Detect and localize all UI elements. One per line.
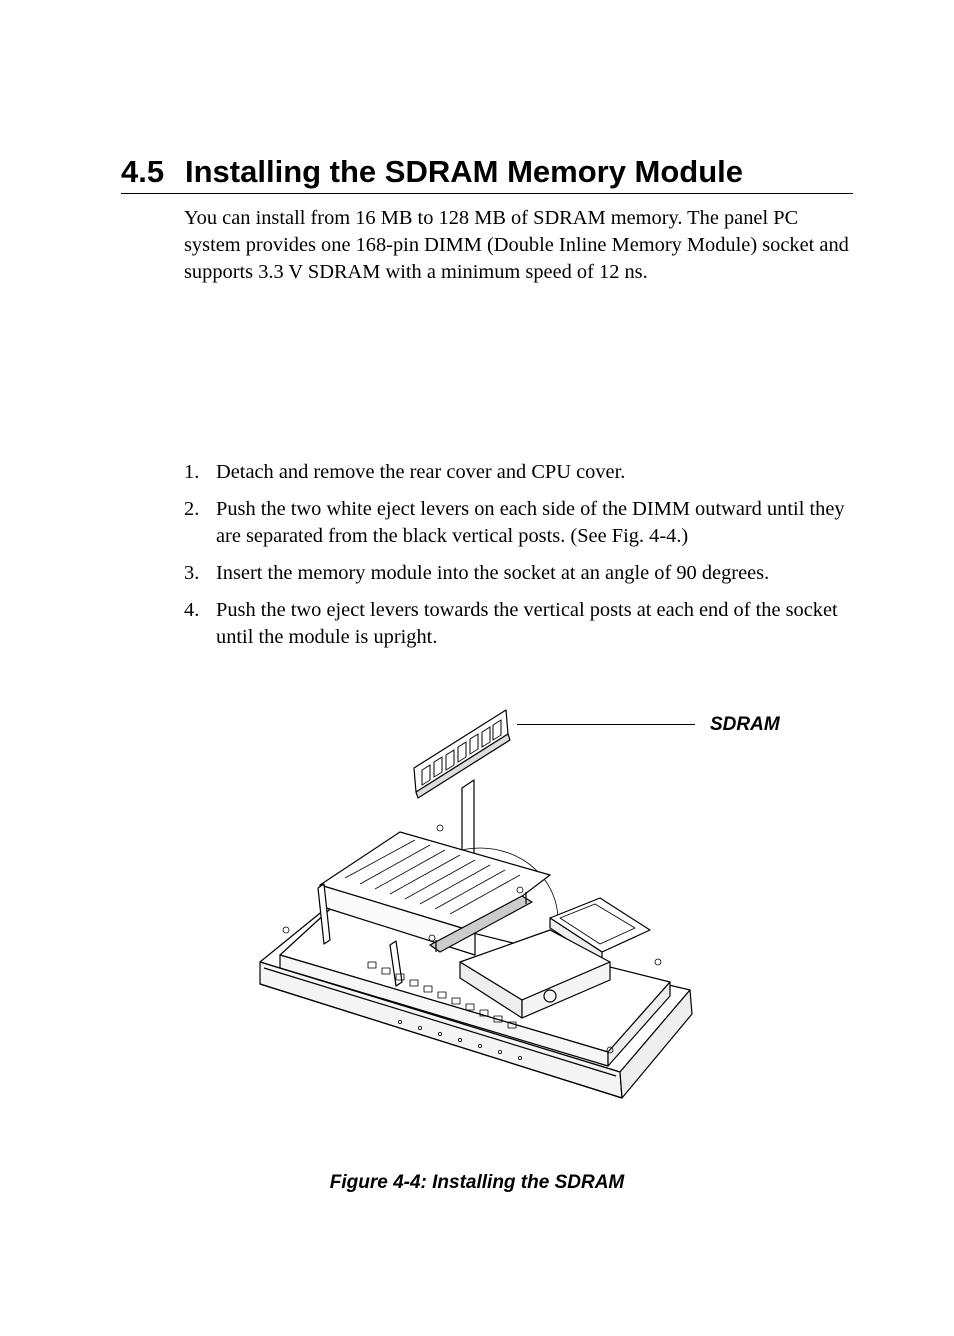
sdram-callout-label: SDRAM (710, 714, 780, 735)
intro-paragraph: You can install from 16 MB to 128 MB of SDRAM memory. The panel PC system provides one 168-pin DIMM (Double Inline Memory Module) socket and supports 3.3 V SDRAM with a minimum speed of 12 ns. (184, 207, 849, 283)
step-number: 2. (184, 498, 200, 520)
step-text: Push the two eject levers towards the vertical posts at each end of the socket until the module is upright. (216, 599, 838, 648)
section-number: 4.5 (121, 154, 165, 189)
sdram-callout-line (517, 724, 695, 725)
figure-caption: Figure 4-4: Installing the SDRAM (329, 1172, 625, 1193)
step-text: Insert the memory module into the socket at an angle of 90 degrees. (216, 562, 770, 584)
section-heading (121, 152, 853, 194)
installation-steps (184, 459, 856, 661)
step-item (184, 560, 856, 587)
step-item (184, 597, 856, 651)
sdram-installation-illustration (250, 700, 710, 1130)
sdram-module-drawing (414, 710, 510, 798)
step-item (184, 459, 856, 486)
step-text: Push the two white eject levers on each side of the DIMM outward until they are separated from the black vertical posts. (See Fig. 4-4.) (216, 498, 845, 547)
step-number: 4. (184, 599, 200, 621)
step-number: 1. (184, 461, 200, 483)
step-item (184, 496, 856, 550)
step-text: Detach and remove the rear cover and CPU cover. (216, 461, 626, 483)
step-number: 3. (184, 562, 200, 584)
section-title: Installing the SDRAM Memory Module (185, 154, 744, 189)
